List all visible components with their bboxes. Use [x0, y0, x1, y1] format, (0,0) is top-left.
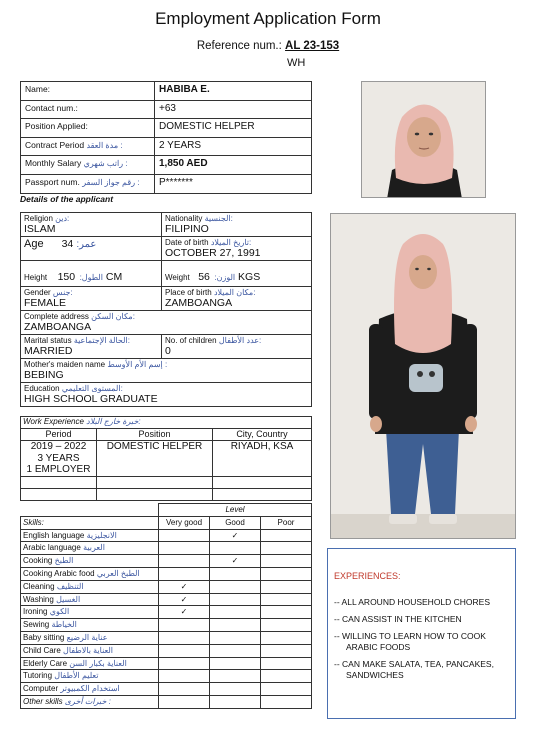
skill-level-good — [210, 670, 261, 683]
address-cell: Complete address مكان السكن: ZAMBOANGA — [21, 311, 312, 335]
skill-level-very-good — [159, 683, 210, 696]
table-row — [21, 683, 312, 696]
address-value: ZAMBOANGA — [24, 321, 92, 333]
check-icon: ✓ — [180, 594, 188, 604]
form-title: Employment Application Form — [155, 9, 381, 28]
skill-level-poor — [261, 619, 312, 632]
weight-value: 56 KGS — [198, 271, 261, 283]
list-item: -- WILLING TO LEARN HOW TO COOK ARABIC FOODS — [334, 631, 486, 652]
skill-label: Cleaning التنظيف — [21, 580, 159, 593]
table-row — [21, 606, 312, 619]
basic-label: Passport num. رقم جواز السفر : — [21, 174, 155, 193]
col-position: Position — [97, 429, 213, 441]
table-row — [21, 542, 312, 555]
table-row — [21, 174, 312, 193]
skill-level-poor — [261, 606, 312, 619]
skill-level-poor — [261, 631, 312, 644]
check-icon: ✓ — [231, 556, 239, 566]
skill-level-good — [210, 529, 261, 542]
skill-level-good — [210, 619, 261, 632]
table-row — [21, 476, 312, 488]
experiences-list — [334, 597, 512, 687]
education-cell: Education المستوى التعليمي: HIGH SCHOOL GRADUATE — [21, 383, 312, 407]
age-value: 34 — [61, 238, 74, 250]
skill-level-poor — [261, 580, 312, 593]
weight-cell: Weight الوزن: 56 KGS — [162, 261, 312, 287]
skill-level-poor — [261, 529, 312, 542]
check-icon: ✓ — [180, 607, 188, 617]
height-value: 150 CM — [57, 271, 123, 283]
dob-value: OCTOBER 27, 1991 — [165, 247, 261, 259]
level-header: Level — [159, 504, 312, 517]
marital-value: MARRIED — [24, 345, 73, 357]
table-row — [21, 644, 312, 657]
list-item: -- CAN MAKE SALATA, TEA, PANCAKES, SANDWICHES — [334, 659, 494, 680]
religion-value: ISLAM — [24, 223, 56, 235]
check-icon: ✓ — [231, 530, 239, 540]
skill-label: Cooking الطبخ — [21, 555, 159, 568]
children-value: 0 — [165, 345, 171, 357]
nationality-cell: Nationality الجنسية: FILIPINO — [162, 213, 312, 237]
reference-number: AL 23-153 — [285, 40, 340, 52]
skill-level-very-good — [159, 529, 210, 542]
religion-cell: Religion دين: ISLAM — [21, 213, 162, 237]
skill-level-poor — [261, 657, 312, 670]
dob-cell: Date of birth تاريخ الميلاد: OCTOBER 27, 1991 — [162, 237, 312, 261]
details-table — [20, 212, 312, 407]
table-row — [21, 657, 312, 670]
skill-label: Tutoring تعليم الأطفال — [21, 670, 159, 683]
table-row — [21, 119, 312, 138]
skill-level-good — [210, 631, 261, 644]
basic-value: +63 — [155, 100, 312, 119]
table-row — [21, 695, 312, 708]
height-cell: Height الطول: 150 CM — [21, 261, 162, 287]
skill-level-good — [210, 683, 261, 696]
applicant-portrait-photo — [361, 81, 486, 198]
basic-label: Position Applied: — [21, 119, 155, 138]
table-row — [21, 631, 312, 644]
marital-cell: Marital status الحالة الإجتماعية: MARRIED — [21, 335, 162, 359]
skill-level-good — [210, 542, 261, 555]
skill-level-poor — [261, 644, 312, 657]
gender-cell: Gender جنس: FEMALE — [21, 287, 162, 311]
col-place: City, Country — [213, 429, 312, 441]
mother-value: BEBING — [24, 369, 64, 381]
table-row — [21, 137, 312, 156]
skills-label: Skills: — [21, 516, 159, 529]
education-value: HIGH SCHOOL GRADUATE — [24, 393, 158, 405]
col-good: Good — [210, 516, 261, 529]
skill-level-very-good — [159, 555, 210, 568]
experiences-box — [327, 548, 516, 719]
list-item: -- ALL AROUND HOUSEHOLD CHORES — [334, 597, 491, 607]
applicant-full-body-photo — [330, 213, 516, 539]
reference-label: Reference num.: — [196, 40, 282, 52]
skill-label: English language الانجليزية — [21, 529, 159, 542]
skill-level-good — [210, 593, 261, 606]
nationality-value: FILIPINO — [165, 223, 209, 235]
portrait-image — [362, 82, 486, 198]
table-row — [21, 529, 312, 542]
skill-level-very-good — [159, 593, 210, 606]
skill-level-very-good — [159, 619, 210, 632]
skill-level-good — [210, 644, 261, 657]
skill-label: Sewing الخياطة — [21, 619, 159, 632]
full-body-image — [331, 214, 516, 539]
skill-level-good — [210, 555, 261, 568]
children-cell: No. of children عدد الأطفال: 0 — [162, 335, 312, 359]
skill-level-very-good — [159, 657, 210, 670]
reference-line — [0, 40, 536, 52]
pob-cell: Place of birth مكان الميلاد: ZAMBOANGA — [162, 287, 312, 311]
table-row — [21, 488, 312, 500]
table-row — [21, 567, 312, 580]
basic-value: 2 YEARS — [155, 137, 312, 156]
skill-level-very-good — [159, 644, 210, 657]
experiences-heading: EXPERIENCES: — [334, 571, 401, 581]
table-row — [21, 100, 312, 119]
skill-label: Baby sitting عناية الرضيع — [21, 631, 159, 644]
skill-level-very-good — [159, 580, 210, 593]
col-period: Period — [21, 429, 97, 441]
skill-label: Arabic language العربية — [21, 542, 159, 555]
basic-value: P******* — [155, 174, 312, 193]
table-row — [21, 580, 312, 593]
table-row: 2019 – 2022 3 YEARS 1 EMPLOYER DOMESTIC HELPER RIYADH, KSA — [21, 441, 312, 477]
skill-label: Washing الغسيل — [21, 593, 159, 606]
skill-level-good — [210, 567, 261, 580]
skill-level-poor — [261, 542, 312, 555]
skill-level-poor — [261, 567, 312, 580]
basic-label: Contact num.: — [21, 100, 155, 119]
wh-code: WH — [287, 57, 306, 69]
skill-label: Ironing الكوي — [21, 606, 159, 619]
list-item: -- CAN ASSIST IN THE KITCHEN — [334, 614, 462, 624]
basic-info-table — [20, 81, 312, 194]
skill-level-very-good — [159, 670, 210, 683]
skills-table — [20, 503, 312, 709]
age-cell: Age عمر: 34 — [21, 237, 162, 261]
skill-level-very-good — [159, 567, 210, 580]
skill-level-very-good — [159, 606, 210, 619]
mother-cell: Mother's maiden name إسم الأم الأوسط : BEBING — [21, 359, 312, 383]
skill-level-poor — [261, 683, 312, 696]
basic-label: Contract Period مدة العقد : — [21, 137, 155, 156]
basic-label: Monthly Salary راتب شهري : — [21, 156, 155, 175]
skill-level-poor — [261, 555, 312, 568]
basic-label: Name: — [21, 82, 155, 101]
table-row — [21, 555, 312, 568]
skill-level-poor — [261, 670, 312, 683]
gender-value: FEMALE — [24, 297, 67, 309]
skill-level-poor — [261, 593, 312, 606]
table-row — [21, 619, 312, 632]
other-skills-label: Other skills خبرات أخرى : — [21, 695, 159, 708]
skill-label: Cooking Arabic food الطبخ العربي — [21, 567, 159, 580]
pob-value: ZAMBOANGA — [165, 297, 233, 309]
col-poor: Poor — [261, 516, 312, 529]
skill-level-very-good — [159, 542, 210, 555]
skill-label: Child Care العناية بالاطفال — [21, 644, 159, 657]
basic-value: 1,850 AED — [155, 156, 312, 175]
skill-level-good — [210, 580, 261, 593]
skill-level-good — [210, 606, 261, 619]
table-row — [21, 82, 312, 101]
skill-label: Computer استخدام الكمبيوتر — [21, 683, 159, 696]
table-row — [21, 593, 312, 606]
skill-level-very-good — [159, 631, 210, 644]
details-heading: Details of the applicant — [20, 194, 114, 204]
skill-level-good — [210, 657, 261, 670]
skill-label: Elderly Care العناية بكبار السن — [21, 657, 159, 670]
table-row — [21, 156, 312, 175]
basic-value: HABIBA E. — [155, 82, 312, 101]
work-heading: Work Experience خبرة خارج البلاد: — [21, 417, 312, 429]
table-row — [21, 670, 312, 683]
check-icon: ✓ — [180, 581, 188, 591]
col-very-good: Very good — [159, 516, 210, 529]
work-experience-table — [20, 416, 312, 501]
basic-value: DOMESTIC HELPER — [155, 119, 312, 138]
